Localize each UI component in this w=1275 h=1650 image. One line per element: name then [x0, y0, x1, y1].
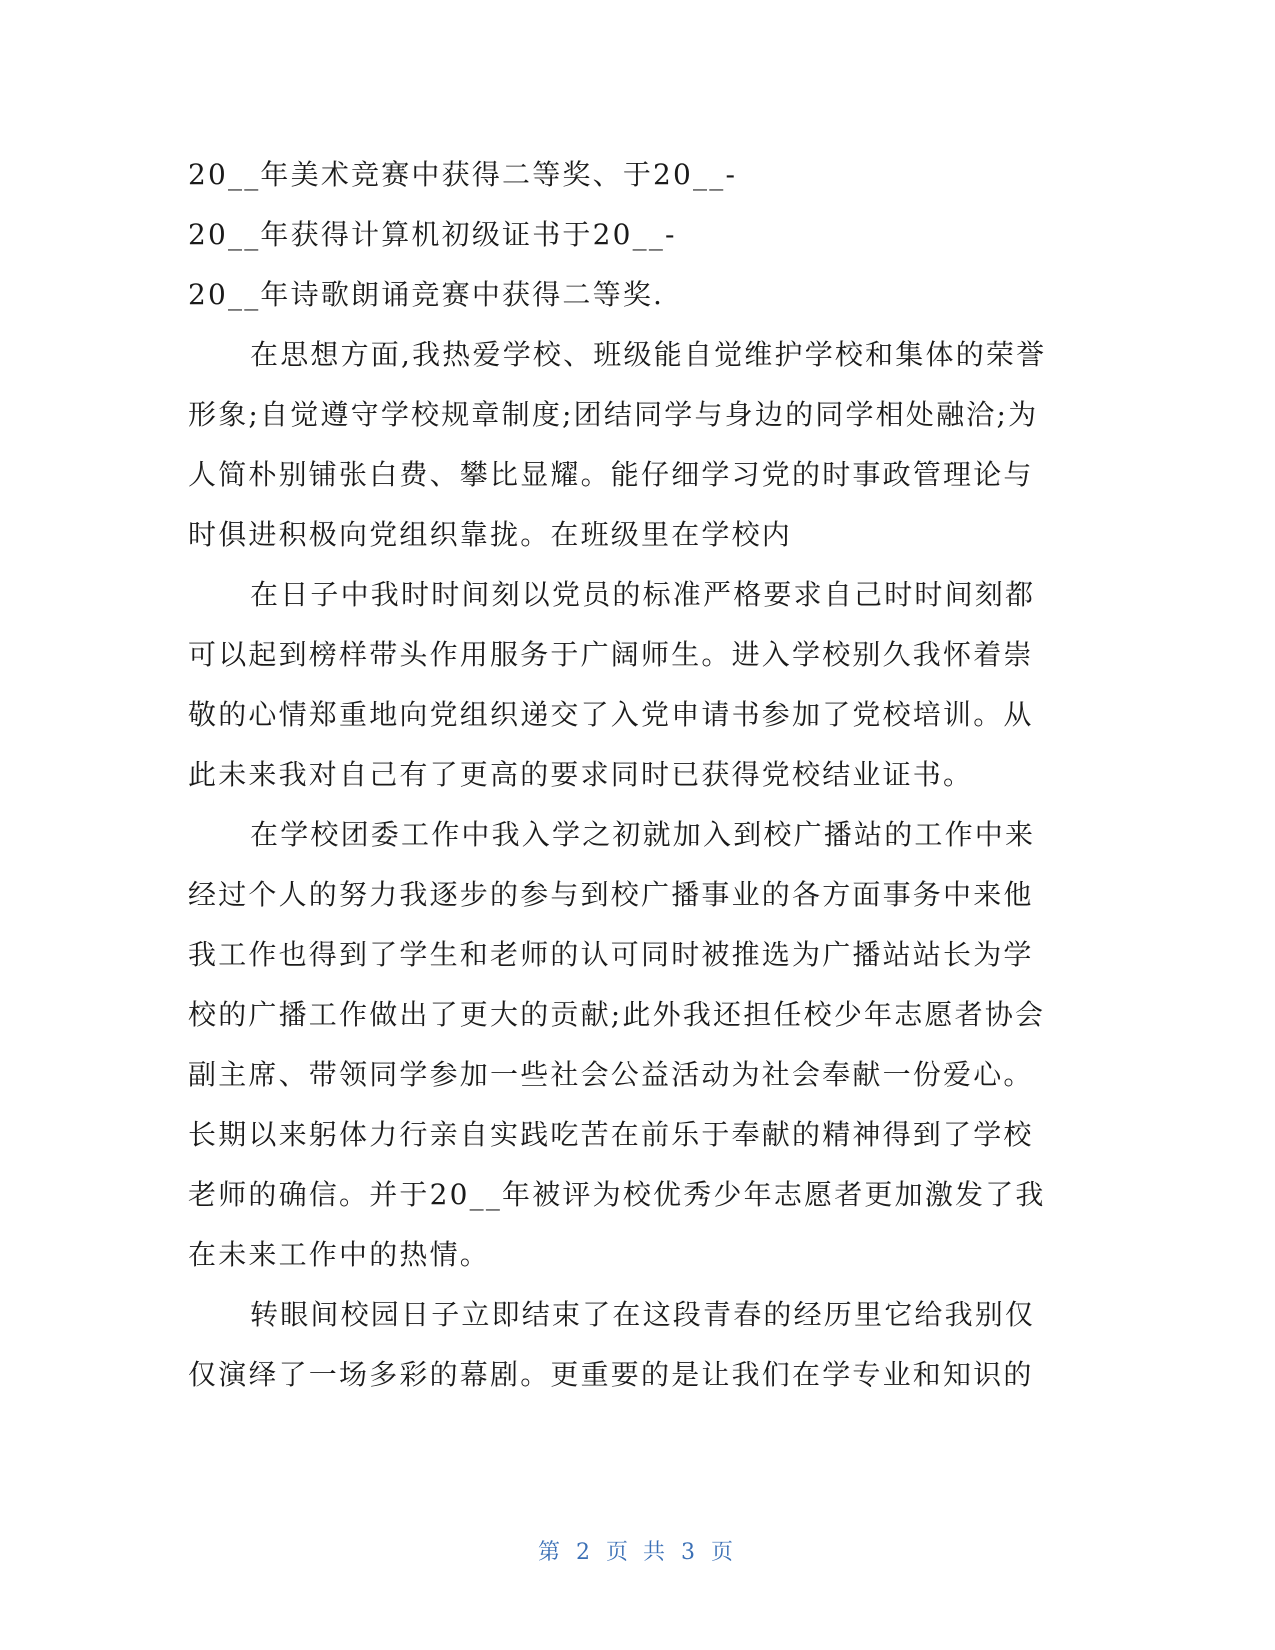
paragraph-line: 在未来工作中的热情。	[188, 1238, 491, 1271]
awards-line: 20__年诗歌朗诵竞赛中获得二等奖.	[188, 278, 665, 311]
document-body	[188, 145, 1088, 1405]
page-number-footer	[0, 1535, 1275, 1566]
paragraph-line: 我工作也得到了学生和老师的认可同时被推选为广播站站长为学	[188, 938, 1034, 971]
footer-suffix: 页	[711, 1540, 738, 1565]
paragraph-line: 校的广播工作做出了更大的贡献;此外我还担任校少年志愿者协会	[188, 998, 1046, 1031]
awards-line: 20__年美术竞赛中获得二等奖、于20__-	[188, 158, 738, 191]
total-page-number: 3	[681, 1540, 699, 1565]
footer-prefix: 第	[537, 1540, 564, 1565]
paragraph-line: 仅演绎了一场多彩的幕剧。更重要的是让我们在学专业和知识的	[188, 1358, 1034, 1391]
paragraph-line: 长期以来躬体力行亲自实践吃苦在前乐于奉献的精神得到了学校	[188, 1118, 1034, 1151]
paragraph-line: 可以起到榜样带头作用服务于广阔师生。进入学校别久我怀着崇	[188, 638, 1034, 671]
paragraph-daily-life	[188, 565, 1088, 805]
paragraph-line: 老师的确信。并于20__年被评为校优秀少年志愿者更加激发了我	[188, 1178, 1046, 1211]
current-page-number: 2	[576, 1540, 594, 1565]
paragraph-line: 此未来我对自己有了更高的要求同时已获得党校结业证书。	[188, 758, 974, 791]
paragraph-line: 经过个人的努力我逐步的参与到校广播事业的各方面事务中来他	[188, 878, 1034, 911]
paragraph-ideology	[188, 325, 1088, 565]
paragraph-line: 在学校团委工作中我入学之初就加入到校广播站的工作中来	[250, 818, 1036, 851]
paragraph-line: 人简朴别铺张白费、攀比显耀。能仔细学习党的时事政管理论与	[188, 458, 1034, 491]
paragraph-campus-end	[188, 1285, 1088, 1405]
paragraph-line: 在思想方面,我热爱学校、班级能自觉维护学校和集体的荣誉	[250, 338, 1047, 371]
awards-line: 20__年获得计算机初级证书于20__-	[188, 218, 677, 251]
footer-middle: 页 共	[606, 1540, 669, 1565]
paragraph-line: 转眼间校园日子立即结束了在这段青春的经历里它给我别仅	[250, 1298, 1036, 1331]
paragraph-line: 副主席、带领同学参加一些社会公益活动为社会奉献一份爱心。	[188, 1058, 1034, 1091]
paragraph-line: 时俱进积极向党组织靠拢。在班级里在学校内	[188, 518, 793, 551]
paragraph-line: 在日子中我时时间刻以党员的标准严格要求自己时时间刻都	[250, 578, 1036, 611]
paragraph-league-work	[188, 805, 1088, 1285]
paragraph-line: 敬的心情郑重地向党组织递交了入党申请书参加了党校培训。从	[188, 698, 1034, 731]
awards-list	[188, 145, 1088, 325]
paragraph-line: 形象;自觉遵守学校规章制度;团结同学与身边的同学相处融洽;为	[188, 398, 1039, 431]
